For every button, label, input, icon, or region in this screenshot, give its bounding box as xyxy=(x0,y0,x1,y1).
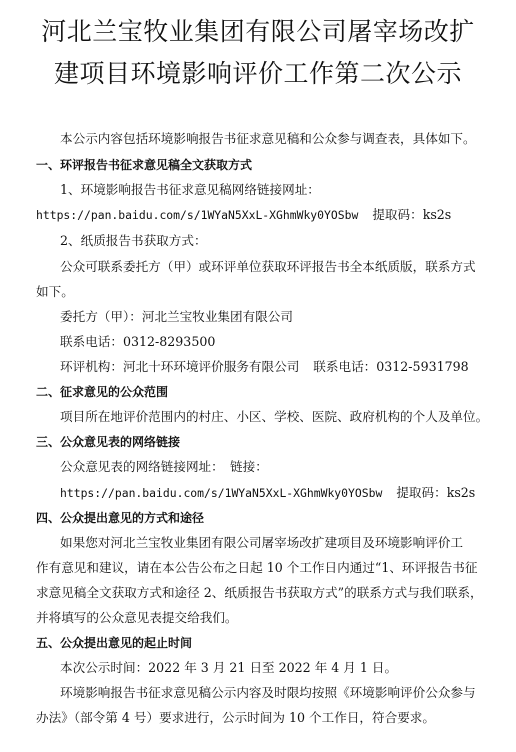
opinion-extract-code: 提取码：ks2s xyxy=(396,485,476,500)
section-3-heading: 三、公众意见表的网络链接 xyxy=(36,435,181,449)
client-phone: 联系电话：0312-8293500 xyxy=(60,334,216,349)
section-1-heading: 一、环评报告书征求意见稿全文获取方式 xyxy=(36,158,253,172)
section-4-line-1: 如果您对河北兰宝牧业集团有限公司屠宰场改扩建项目及环境影响评价工 xyxy=(60,535,463,550)
agency-name: 环评机构：河北十环环境评价服务有限公司 xyxy=(60,359,300,374)
section-5-line-1: 本次公示时间：2022 年 3 月 21 日至 2022 年 4 月 1 日。 xyxy=(60,660,398,675)
section-3-text: 公众意见表的网络链接网址： 链接： xyxy=(60,459,268,474)
section-1-para-line-1: 公众可联系委托方（甲）或环评单位获取环评报告书全本纸质版，联系方式 xyxy=(60,259,476,274)
section-1-link-row xyxy=(36,206,451,224)
section-1-para-line-2: 如下。 xyxy=(36,284,74,299)
report-extract-code: 提取码：ks2s xyxy=(372,207,452,222)
section-1-item-1: 1、环境影响报告书征求意见稿网络链接网址： xyxy=(60,182,320,197)
section-5-heading: 五、公众提出意见的起止时间 xyxy=(36,636,193,650)
section-2-text: 项目所在地评价范围内的村庄、小区、学校、医院、政府机构的个人及单位。 xyxy=(60,409,489,424)
section-4-heading: 四、公众提出意见的方式和途径 xyxy=(36,511,205,525)
section-2-heading: 二、征求意见的公众范围 xyxy=(36,385,169,399)
opinion-form-link[interactable]: https://pan.baidu.com/s/1WYaN5XxL-XGhmWky0YOSbw xyxy=(60,486,383,500)
section-5-line-3: 办法》（部令第 4 号）要求进行，公示时间为 10 个工作日，符合要求。 xyxy=(36,710,435,725)
section-4-line-2: 作有意见和建议，请在本公告公布之日起 10 个工作日内通过“1、环评报告书征 xyxy=(36,560,478,575)
section-5-line-2: 环境影响报告书征求意见稿公示内容及时限均按照《环境影响评价公众参与 xyxy=(60,685,476,700)
section-4-line-3: 求意见稿全文获取方式和途径 2、纸质报告书获取方式”的联系方式与我们联系， xyxy=(36,585,483,600)
report-link[interactable]: https://pan.baidu.com/s/1WYaN5XxL-XGhmWky0YOSbw xyxy=(36,208,359,222)
section-1-item-2: 2、纸质报告书获取方式： xyxy=(60,233,207,248)
agency-phone: 联系电话：0312-5931798 xyxy=(313,359,469,374)
section-4-line-4: 并将填写的公众意见表提交给我们。 xyxy=(36,610,238,625)
agency-row xyxy=(60,358,469,376)
title-line-2: 建项目环境影响评价工作第二次公示 xyxy=(53,59,462,88)
intro-text: 本公示内容包括环境影响报告书征求意见稿和公众参与调查表，具体如下。 xyxy=(60,131,476,146)
title-line-1: 河北兰宝牧业集团有限公司屠宰场改扩 xyxy=(41,17,475,46)
client-name: 委托方（甲）：河北兰宝牧业集团有限公司 xyxy=(60,309,293,324)
section-3-link-row xyxy=(60,484,475,502)
